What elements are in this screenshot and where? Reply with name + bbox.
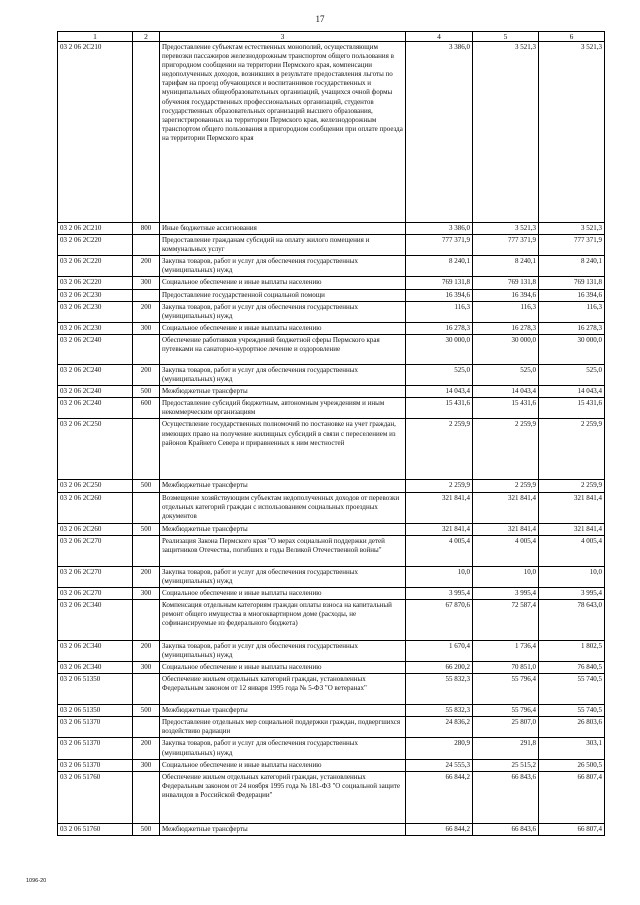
item-name-cell: Социальное обеспечение и иные выплаты населению [160,277,406,289]
item-name-cell: Возмещение хозяйствующим субъектам недополученных доходов от перевозки отдельных категорий граждан с использованием социальных проездных документов [160,492,406,523]
amount-year-2-cell: 66 843,6 [473,771,539,823]
table-row [58,277,605,289]
kbk-code-cell: 03 2 06 2С340 [58,662,133,674]
amount-year-1-cell: 66 200,2 [406,662,473,674]
amount-year-1-cell: 14 043,4 [406,386,473,398]
table-row [58,301,605,322]
kbk-code-cell: 03 2 06 2С240 [58,398,133,419]
table-row [58,289,605,301]
amount-year-3-cell: 4 005,4 [539,535,605,566]
table-row [58,419,605,480]
item-name-cell: Иные бюджетные ассигнования [160,223,406,235]
amount-year-2-cell: 3 995,4 [473,587,539,599]
kbk-code-cell: 03 2 06 2С270 [58,587,133,599]
amount-year-1-cell: 4 005,4 [406,535,473,566]
expense-type-cell [133,419,160,480]
amount-year-2-cell: 25 515,2 [473,759,539,771]
amount-year-2-cell: 777 371,9 [473,235,539,256]
amount-year-2-cell: 4 005,4 [473,535,539,566]
expense-type-cell [133,235,160,256]
kbk-code-cell: 03 2 06 2С250 [58,419,133,480]
expense-type-cell: 500 [133,480,160,492]
amount-year-2-cell: 1 736,4 [473,640,539,661]
kbk-code-cell: 03 2 06 2С340 [58,599,133,640]
kbk-code-cell: 03 2 06 2С250 [58,480,133,492]
amount-year-1-cell: 3 995,4 [406,587,473,599]
table-row [58,523,605,535]
kbk-code-cell: 03 2 06 2С220 [58,256,133,277]
amount-year-1-cell: 24 836,2 [406,717,473,738]
amount-year-1-cell: 30 000,0 [406,334,473,364]
amount-year-1-cell: 16 278,3 [406,322,473,334]
table-row [58,759,605,771]
expense-type-cell: 300 [133,277,160,289]
expense-type-cell: 500 [133,386,160,398]
amount-year-3-cell: 3 995,4 [539,587,605,599]
expense-type-cell: 200 [133,566,160,587]
amount-year-2-cell: 55 796,4 [473,705,539,717]
amount-year-1-cell: 8 240,1 [406,256,473,277]
amount-year-3-cell: 321 841,4 [539,523,605,535]
amount-year-3-cell: 30 000,0 [539,334,605,364]
amount-year-3-cell: 10,0 [539,566,605,587]
amount-year-2-cell: 291,8 [473,738,539,759]
expense-type-cell [133,674,160,705]
amount-year-1-cell: 67 870,6 [406,599,473,640]
amount-year-3-cell: 3 521,3 [539,223,605,235]
item-name-cell: Межбюджетные трансферты [160,705,406,717]
amount-year-2-cell: 25 807,0 [473,717,539,738]
kbk-code-cell: 03 2 06 2С240 [58,386,133,398]
kbk-code-cell: 03 2 06 51350 [58,705,133,717]
expense-type-cell: 200 [133,256,160,277]
amount-year-2-cell: 321 841,4 [473,523,539,535]
header-cell: 2 [133,32,160,42]
amount-year-1-cell: 3 386,0 [406,223,473,235]
kbk-code-cell: 03 2 06 51370 [58,738,133,759]
expense-type-cell [133,717,160,738]
expense-type-cell: 200 [133,364,160,385]
amount-year-2-cell: 16 394,6 [473,289,539,301]
item-name-cell: Реализация Закона Пермского края "О мерах социальной поддержки детей защитников Отечества, погибших в годы Великой Отечественной войны" [160,535,406,566]
item-name-cell: Межбюджетные трансферты [160,523,406,535]
amount-year-1-cell: 321 841,4 [406,492,473,523]
expense-type-cell [133,599,160,640]
amount-year-2-cell: 15 431,6 [473,398,539,419]
amount-year-3-cell: 777 371,9 [539,235,605,256]
amount-year-3-cell: 1 802,5 [539,640,605,661]
table-row [58,738,605,759]
item-name-cell: Закупка товаров, работ и услуг для обеспечения государственных (муниципальных) нужд [160,256,406,277]
table-row [58,823,605,835]
expense-type-cell: 200 [133,640,160,661]
kbk-code-cell: 03 2 06 2С210 [58,223,133,235]
amount-year-3-cell: 66 807,4 [539,823,605,835]
table-row [58,386,605,398]
table-row [58,42,605,223]
amount-year-3-cell: 78 643,0 [539,599,605,640]
item-name-cell: Предоставление государственной социальной помощи [160,289,406,301]
kbk-code-cell: 03 2 06 2С240 [58,364,133,385]
page-number: 17 [315,14,325,24]
table-row [58,566,605,587]
amount-year-1-cell: 525,0 [406,364,473,385]
kbk-code-cell: 03 2 06 2С240 [58,334,133,364]
kbk-code-cell: 03 2 06 2С270 [58,535,133,566]
amount-year-3-cell: 16 278,3 [539,322,605,334]
amount-year-3-cell: 769 131,8 [539,277,605,289]
amount-year-1-cell: 55 832,3 [406,705,473,717]
kbk-code-cell: 03 2 06 2С220 [58,277,133,289]
item-name-cell: Обеспечение жильем отдельных категорий граждан, установленных Федеральным законом от 24 ноября 1995 года № 181-ФЗ "О социальной защите инвалидов в Российской Федерации" [160,771,406,823]
item-name-cell: Предоставление гражданам субсидий на оплату жилого помещения и коммунальных услуг [160,235,406,256]
table-body [58,42,605,836]
kbk-code-cell: 03 2 06 2С340 [58,640,133,661]
table-row [58,322,605,334]
header-cell: 3 [160,32,406,42]
expense-type-cell [133,535,160,566]
amount-year-1-cell: 280,9 [406,738,473,759]
amount-year-3-cell: 26 803,6 [539,717,605,738]
amount-year-2-cell: 10,0 [473,566,539,587]
table-row [58,235,605,256]
item-name-cell: Межбюджетные трансферты [160,823,406,835]
item-name-cell: Закупка товаров, работ и услуг для обеспечения государственных (муниципальных) нужд [160,364,406,385]
amount-year-2-cell: 70 851,0 [473,662,539,674]
item-name-cell: Закупка товаров, работ и услуг для обеспечения государственных (муниципальных) нужд [160,640,406,661]
amount-year-3-cell: 14 043,4 [539,386,605,398]
amount-year-1-cell: 16 394,6 [406,289,473,301]
item-name-cell: Закупка товаров, работ и услуг для обеспечения государственных (муниципальных) нужд [160,738,406,759]
amount-year-1-cell: 321 841,4 [406,523,473,535]
header-cell: 6 [539,32,605,42]
expense-type-cell: 500 [133,705,160,717]
item-name-cell: Закупка товаров, работ и услуг для обеспечения государственных (муниципальных) нужд [160,301,406,322]
table-row [58,256,605,277]
amount-year-1-cell: 55 832,3 [406,674,473,705]
item-name-cell: Межбюджетные трансферты [160,386,406,398]
item-name-cell: Обеспечение работников учреждений бюджетной сферы Пермского края путевками на санаторно-курортное лечение и оздоровление [160,334,406,364]
amount-year-2-cell: 55 796,4 [473,674,539,705]
expense-type-cell: 300 [133,662,160,674]
amount-year-3-cell: 8 240,1 [539,256,605,277]
amount-year-1-cell: 24 555,3 [406,759,473,771]
kbk-code-cell: 03 2 06 2С230 [58,289,133,301]
amount-year-2-cell: 2 259,9 [473,480,539,492]
table-row [58,674,605,705]
budget-table [57,31,605,836]
amount-year-1-cell: 2 259,9 [406,480,473,492]
expense-type-cell [133,42,160,223]
item-name-cell: Предоставление субсидий бюджетным, автономным учреждениям и иным некоммерческим организациям [160,398,406,419]
amount-year-3-cell: 2 259,9 [539,480,605,492]
table-row [58,717,605,738]
amount-year-3-cell: 55 740,5 [539,705,605,717]
header-cell: 1 [58,32,133,42]
kbk-code-cell: 03 2 06 2С230 [58,301,133,322]
table-row [58,662,605,674]
amount-year-3-cell: 26 500,5 [539,759,605,771]
item-name-cell: Осуществление государственных полномочий по постановке на учет граждан, имеющих право на получение жилищных субсидий в связи с переселением из районов Крайнего Севера и приравненных к ним местностей [160,419,406,480]
amount-year-3-cell: 303,1 [539,738,605,759]
amount-year-2-cell: 16 278,3 [473,322,539,334]
kbk-code-cell: 03 2 06 51350 [58,674,133,705]
kbk-code-cell: 03 2 06 51370 [58,759,133,771]
expense-type-cell: 600 [133,398,160,419]
expense-type-cell: 500 [133,823,160,835]
amount-year-2-cell: 3 521,3 [473,42,539,223]
item-name-cell: Компенсация отдельным категориям граждан оплаты взноса на капитальный ремонт общего имущества в многоквартирном доме (расходы, не софинансируемые из федерального бюджета) [160,599,406,640]
item-name-cell: Предоставление отдельных мер социальной поддержки граждан, подвергшихся воздействию радиации [160,717,406,738]
amount-year-2-cell: 116,3 [473,301,539,322]
amount-year-1-cell: 777 371,9 [406,235,473,256]
amount-year-3-cell: 3 521,3 [539,42,605,223]
table-row [58,398,605,419]
expense-type-cell: 200 [133,301,160,322]
item-name-cell: Социальное обеспечение и иные выплаты населению [160,322,406,334]
amount-year-3-cell: 321 841,4 [539,492,605,523]
amount-year-2-cell: 66 843,6 [473,823,539,835]
kbk-code-cell: 03 2 06 2С230 [58,322,133,334]
amount-year-2-cell: 30 000,0 [473,334,539,364]
amount-year-3-cell: 2 259,9 [539,419,605,480]
amount-year-2-cell: 3 521,3 [473,223,539,235]
amount-year-1-cell: 15 431,6 [406,398,473,419]
header-cell: 4 [406,32,473,42]
item-name-cell: Социальное обеспечение и иные выплаты населению [160,662,406,674]
table-row [58,599,605,640]
amount-year-1-cell: 769 131,8 [406,277,473,289]
expense-type-cell: 800 [133,223,160,235]
amount-year-2-cell: 525,0 [473,364,539,385]
expense-type-cell [133,289,160,301]
amount-year-2-cell: 72 587,4 [473,599,539,640]
table-header-row [58,32,605,42]
item-name-cell: Закупка товаров, работ и услуг для обеспечения государственных (муниципальных) нужд [160,566,406,587]
amount-year-1-cell: 3 386,0 [406,42,473,223]
item-name-cell: Обеспечение жильем отдельных категорий граждан, установленных Федеральным законом от 12 января 1995 года № 5-ФЗ "О ветеранах" [160,674,406,705]
kbk-code-cell: 03 2 06 2С260 [58,523,133,535]
amount-year-2-cell: 8 240,1 [473,256,539,277]
expense-type-cell: 500 [133,523,160,535]
table-row [58,223,605,235]
amount-year-3-cell: 55 740,5 [539,674,605,705]
amount-year-1-cell: 2 259,9 [406,419,473,480]
kbk-code-cell: 03 2 06 51760 [58,823,133,835]
table-row [58,587,605,599]
table-row [58,334,605,364]
table-row [58,492,605,523]
kbk-code-cell: 03 2 06 2С220 [58,235,133,256]
expense-type-cell: 300 [133,587,160,599]
amount-year-1-cell: 116,3 [406,301,473,322]
kbk-code-cell: 03 2 06 2С270 [58,566,133,587]
expense-type-cell: 300 [133,759,160,771]
item-name-cell: Межбюджетные трансферты [160,480,406,492]
amount-year-3-cell: 16 394,6 [539,289,605,301]
table-row [58,640,605,661]
table-row [58,364,605,385]
amount-year-2-cell: 14 043,4 [473,386,539,398]
amount-year-3-cell: 76 840,5 [539,662,605,674]
header-cell: 5 [473,32,539,42]
item-name-cell: Социальное обеспечение и иные выплаты населению [160,587,406,599]
amount-year-1-cell: 10,0 [406,566,473,587]
amount-year-1-cell: 1 670,4 [406,640,473,661]
kbk-code-cell: 03 2 06 2С260 [58,492,133,523]
expense-type-cell [133,492,160,523]
table-row [58,705,605,717]
amount-year-2-cell: 2 259,9 [473,419,539,480]
amount-year-3-cell: 15 431,6 [539,398,605,419]
table-row [58,771,605,823]
kbk-code-cell: 03 2 06 51760 [58,771,133,823]
amount-year-3-cell: 525,0 [539,364,605,385]
expense-type-cell: 300 [133,322,160,334]
document-footer-code: 1096-20 [26,878,47,884]
amount-year-2-cell: 769 131,8 [473,277,539,289]
kbk-code-cell: 03 2 06 51370 [58,717,133,738]
amount-year-2-cell: 321 841,4 [473,492,539,523]
expense-type-cell [133,771,160,823]
expense-type-cell: 200 [133,738,160,759]
table-row [58,480,605,492]
amount-year-3-cell: 66 807,4 [539,771,605,823]
item-name-cell: Социальное обеспечение и иные выплаты населению [160,759,406,771]
table-row [58,535,605,566]
kbk-code-cell: 03 2 06 2С210 [58,42,133,223]
amount-year-1-cell: 66 844,2 [406,823,473,835]
item-name-cell: Предоставление субъектам естественных монополий, осуществляющим перевозки пассажиров железнодорожным транспортом общего пользования в пригородном сообщении на территории Пермского края, компенсации недополученных доходов, возникших в результате предоставления льготы по тарифам на проезд обучающихся и воспитанников государственных и муниципальных общеобразовательных организаций, учащихся очной формы обучения государственных профессиональных организаций, студентов государственных образовательных организаций высшего образования, зарегистрированных на территории Пермского края, железнодорожным транспортом общего пользования в пригородном сообщении при оплате проезда на территории Пермского края [160,42,406,223]
amount-year-1-cell: 66 844,2 [406,771,473,823]
amount-year-3-cell: 116,3 [539,301,605,322]
expense-type-cell [133,334,160,364]
